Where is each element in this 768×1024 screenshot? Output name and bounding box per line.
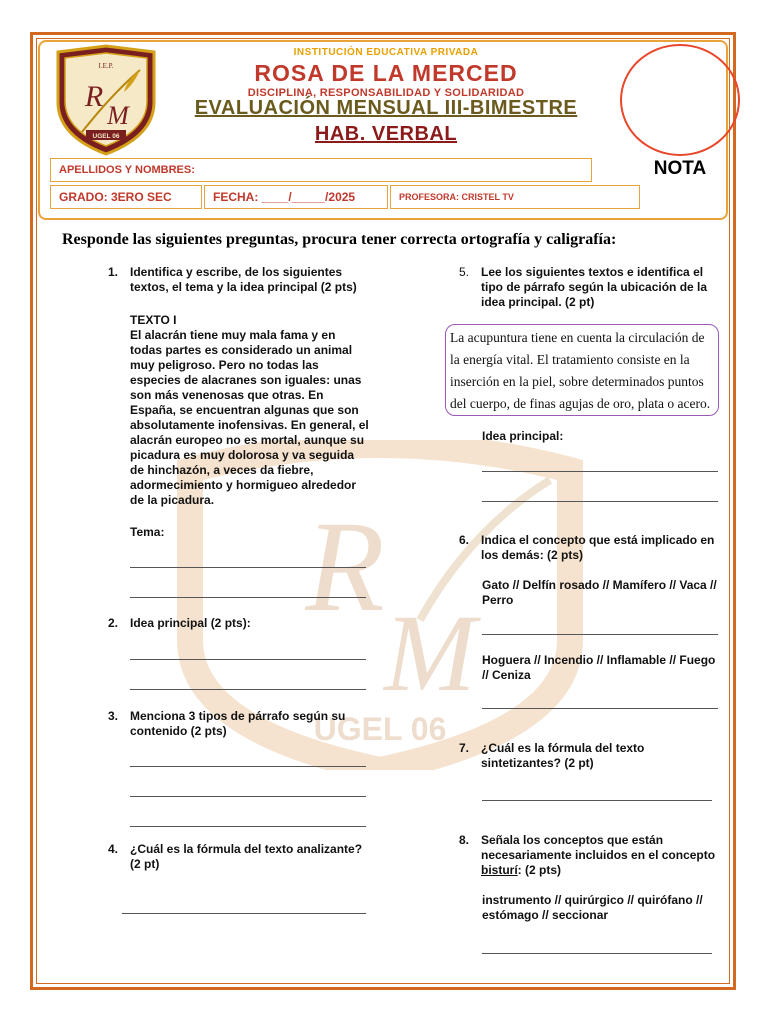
question-text: Indica el concepto que está implicado en los demás: (2 pts)	[481, 533, 715, 562]
svg-text:UGEL 06: UGEL 06	[313, 711, 447, 747]
question-text: Identifica y escribe, de los siguientes textos, el tema y la idea principal (2 pts)	[130, 265, 357, 294]
svg-text:M: M	[384, 592, 476, 714]
grade-level-field: GRADO: 3ERO SEC	[50, 185, 202, 209]
question-number: 6.	[459, 533, 470, 547]
school-name: ROSA DE LA MERCED	[254, 60, 518, 86]
question-text	[481, 833, 721, 878]
answer-line[interactable]	[130, 766, 366, 767]
subject-title: HAB. VERBAL	[314, 123, 458, 145]
question-8-options: instrumento // quirúrgico // quirófano // estómago // seccionar	[482, 893, 703, 922]
text-1-body: El alacrán tiene muy mala fama y en todas partes es considerado un animal muy peligroso. Pero no todas las especies de alacranes son iguales: unas son más venenosas que otras. En España, se encuentran algunas que son absolutamente inofensivas. En general, el alacrán europeo no es mortal, aunque su picadura es muy dolorosa y va seguida de hinchazón, a veces da fiebre, adormecimiento y hormigueo alrededor de la picadura.	[130, 328, 369, 507]
question-number: 8.	[459, 833, 470, 847]
question-8-text-before: Señala los conceptos que están necesariamente incluidos en el concepto	[481, 833, 716, 862]
question-number: 3.	[108, 709, 119, 723]
svg-text:R: R	[84, 80, 104, 113]
instructions: Responde las siguientes preguntas, procura tener correcta ortografía y caligrafía:	[62, 231, 617, 248]
text-1-title: TEXTO I	[130, 313, 177, 327]
name-field[interactable]: APELLIDOS Y NOMBRES:	[50, 158, 592, 182]
answer-line[interactable]	[130, 567, 366, 568]
answer-line[interactable]	[482, 501, 718, 502]
main-idea-label: Idea principal:	[482, 429, 564, 443]
question-number: 1.	[108, 265, 119, 279]
crest-bottom-text: UGEL 06	[92, 133, 120, 140]
question-8	[459, 833, 721, 878]
answer-line[interactable]	[122, 913, 366, 914]
question-text: ¿Cuál es la fórmula del texto sintetizantes? (2 pt)	[481, 741, 645, 770]
grade-label: NOTA	[653, 158, 707, 179]
question-6-series-a: Gato // Delfín rosado // Mamífero // Vaca // Perro	[482, 578, 717, 607]
answer-line[interactable]	[130, 689, 366, 690]
answer-line[interactable]	[130, 597, 366, 598]
answer-line[interactable]	[130, 659, 366, 660]
date-field[interactable]: FECHA: ____/_____/2025	[204, 185, 388, 209]
question-6-series-b: Hoguera // Incendio // Inflamable // Fuego // Ceniza	[482, 653, 716, 682]
answer-line[interactable]	[482, 471, 718, 472]
tema-label: Tema:	[130, 525, 165, 539]
answer-line[interactable]	[482, 708, 718, 709]
question-1	[108, 265, 370, 295]
answer-line[interactable]	[482, 953, 712, 954]
grade-circle	[620, 44, 740, 156]
answer-line[interactable]	[130, 826, 366, 827]
question-number: 2.	[108, 616, 119, 630]
teacher-field: PROFESORA: CRISTEL TV	[390, 185, 640, 209]
svg-text:R: R	[305, 495, 385, 639]
answer-line[interactable]	[482, 634, 718, 635]
institution-type: INSTITUCIÓN EDUCATIVA PRIVADA	[293, 47, 479, 58]
question-text: Menciona 3 tipos de párrafo según su contenido (2 pts)	[130, 709, 346, 738]
question-number: 5.	[459, 265, 470, 279]
school-crest-icon	[52, 44, 160, 156]
question-5	[459, 265, 721, 310]
school-motto: DISCIPLINA, RESPONSABILIDAD Y SOLIDARIDAD	[247, 87, 525, 99]
exam-title: EVALUACIÓN MENSUAL III-BIMESTRE	[194, 97, 578, 119]
svg-text:M: M	[107, 101, 129, 130]
question-8-text-after: : (2 pts)	[517, 863, 562, 877]
crest-top-text: I.E.P.	[98, 62, 114, 70]
question-number: 7.	[459, 741, 470, 755]
question-7	[459, 741, 721, 771]
question-4	[108, 842, 370, 872]
question-text: Idea principal (2 pts):	[130, 616, 251, 630]
question-text: Lee los siguientes textos e identifica el tipo de párrafo según la ubicación de la idea principal. (2 pt)	[481, 265, 708, 309]
answer-line[interactable]	[482, 800, 712, 801]
question-2	[108, 616, 370, 631]
question-6	[459, 533, 721, 563]
quote-text-box: La acupuntura tiene en cuenta la circulación de la energía vital. El tratamiento consiste en la inserción en la piel, sobre determinados puntos del cuerpo, de finas agujas de oro, plata o acero.	[445, 324, 719, 416]
question-text: ¿Cuál es la fórmula del texto analizante? (2 pt)	[130, 842, 363, 871]
answer-line[interactable]	[130, 796, 366, 797]
question-number: 4.	[108, 842, 119, 856]
question-3	[108, 709, 370, 739]
question-8-keyword: bisturí	[481, 863, 518, 877]
